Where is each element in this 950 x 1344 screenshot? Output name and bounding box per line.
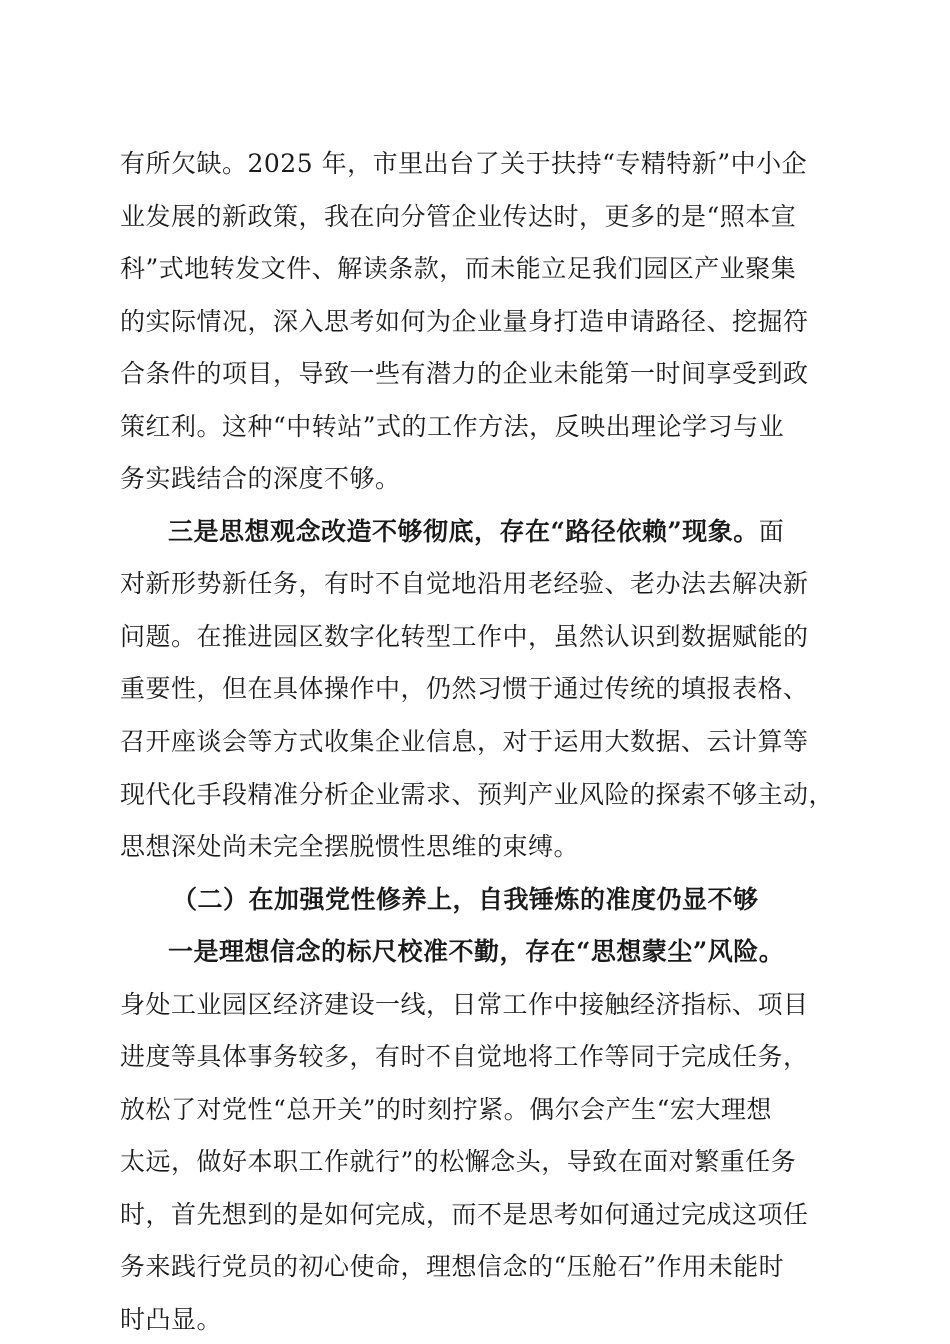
paragraph-3-lead: 一是理想信念的标尺校准不勤，存在“思想蒙尘”风险。 bbox=[168, 937, 785, 967]
paragraph-2-first-line bbox=[168, 514, 784, 550]
paragraph-1-line: 业发展的新政策，我在向分管企业传达时，更多的是“照本宣 bbox=[120, 201, 797, 231]
paragraph-3-line: 太远，做好本职工作就行”的松懈念头，导致在面对繁重任务 bbox=[120, 1147, 797, 1177]
paragraph-3-line: 进度等具体事务较多，有时不自觉地将工作等同于完成任务， bbox=[120, 1042, 809, 1072]
paragraph-3-line: 务来践行党员的初心使命，理想信念的“压舱石”作用未能时 bbox=[120, 1252, 785, 1282]
paragraph-2-line: 现代化手段精准分析企业需求、预判产业风险的探索不够主动， bbox=[120, 779, 835, 809]
paragraph-1-line: 务实践结合的深度不够。 bbox=[120, 464, 401, 494]
paragraph-3-line: 时凸显。 bbox=[120, 1305, 223, 1334]
paragraph-1-line: 策红利。这种“中转站”式的工作方法，反映出理论学习与业 bbox=[120, 411, 785, 441]
section-heading: （二）在加强党性修养上，自我锤炼的准度仍显不够 bbox=[172, 884, 759, 914]
paragraph-2-line: 思想深处尚未完全摆脱惯性思维的束缚。 bbox=[120, 832, 580, 862]
paragraph-1-line: 有所欠缺。2025 年，市里出台了关于扶持“专精特新”中小企 bbox=[120, 149, 808, 178]
paragraph-1-line: 合条件的项目，导致一些有潜力的企业未能第一时间享受到政 bbox=[120, 359, 809, 389]
paragraph-1-line: 科”式地转发文件、解读条款，而未能立足我们园区产业聚集 bbox=[120, 254, 797, 284]
paragraph-2-line: 召开座谈会等方式收集企业信息，对于运用大数据、云计算等 bbox=[120, 727, 809, 756]
paragraph-2-lead-tail: 面 bbox=[758, 516, 785, 546]
paragraph-3-line: 时，首先想到的是如何完成，而不是思考如何通过完成这项任 bbox=[120, 1199, 809, 1229]
paragraph-1-line: 的实际情况，深入思考如何为企业量身打造申请路径、挖掘符 bbox=[120, 306, 809, 336]
paragraph-2-line: 对新形势新任务，有时不自觉地沿用老经验、老办法去解决新 bbox=[120, 569, 809, 599]
paragraph-2-lead: 三是思想观念改造不够彻底，存在“路径依赖”现象。 bbox=[168, 516, 759, 546]
paragraph-3-line: 放松了对党性“总开关”的时刻拧紧。偶尔会产生“宏大理想 bbox=[120, 1094, 772, 1124]
paragraph-2-line: 问题。在推进园区数字化转型工作中，虽然认识到数据赋能的 bbox=[120, 621, 809, 651]
paragraph-2-line: 重要性，但在具体操作中，仍然习惯于通过传统的填报表格、 bbox=[120, 674, 809, 704]
paragraph-3-line: 身处工业园区经济建设一线，日常工作中接触经济指标、项目 bbox=[120, 989, 809, 1019]
